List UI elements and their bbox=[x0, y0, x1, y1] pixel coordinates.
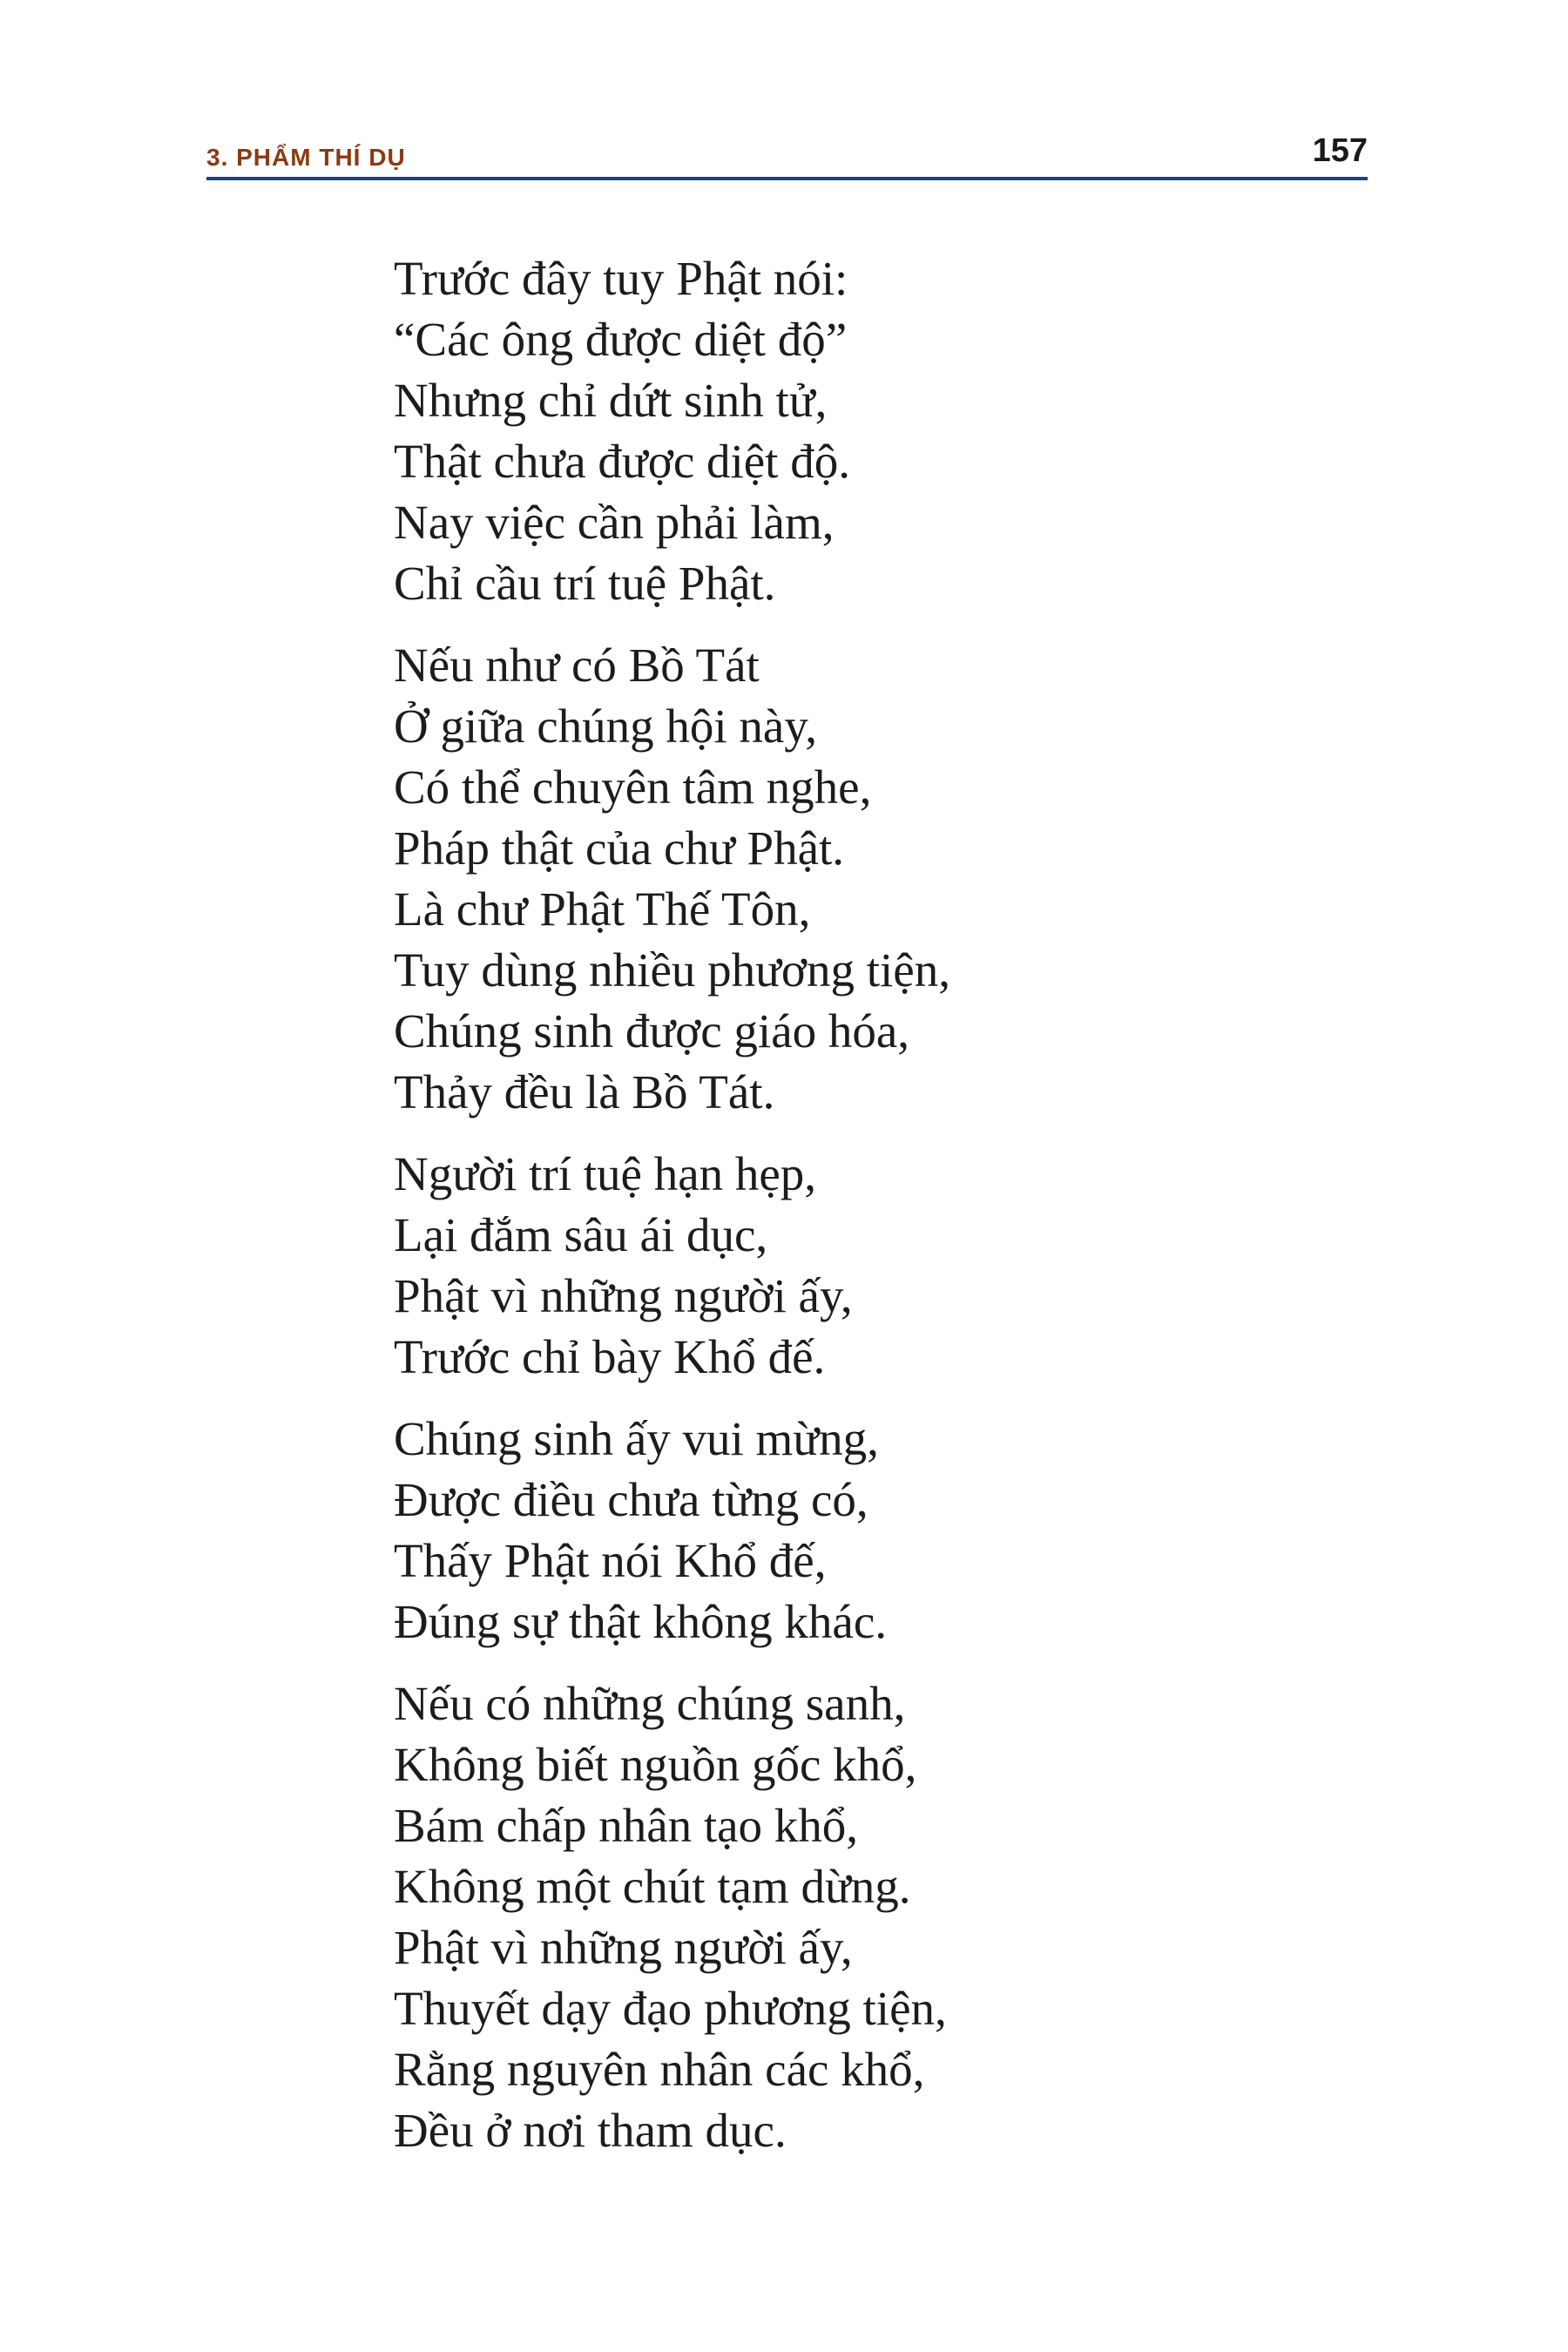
verse-line: Được điều chưa từng có, bbox=[394, 1473, 868, 1526]
verse-line: Đều ở nơi tham dục. bbox=[394, 2104, 787, 2157]
verse-line: Trước chỉ bày Khổ đế. bbox=[394, 1330, 826, 1383]
verse-line: Tuy dùng nhiều phương tiện, bbox=[394, 943, 950, 997]
verse-line: Pháp thật của chư Phật. bbox=[394, 821, 845, 875]
verse-line: Không biết nguồn gốc khổ, bbox=[394, 1738, 917, 1791]
verse-line: Thấy Phật nói Khổ đế, bbox=[394, 1534, 827, 1587]
running-header bbox=[206, 126, 1368, 179]
verse-line: Thảy đều là Bồ Tát. bbox=[394, 1065, 775, 1119]
verse-line: Nhưng chỉ dứt sinh tử, bbox=[394, 374, 828, 427]
verse-line: Thật chưa được diệt độ. bbox=[394, 435, 850, 488]
stanza-1 bbox=[394, 248, 1352, 614]
verse-line: Trước đây tuy Phật nói: bbox=[394, 252, 848, 305]
verse-line: Người trí tuệ hạn hẹp, bbox=[394, 1147, 817, 1200]
verse-line: Chúng sinh được giáo hóa, bbox=[394, 1004, 910, 1058]
verse-line: Nếu như có Bồ Tát bbox=[394, 639, 760, 692]
verse-line: Bám chấp nhân tạo khổ, bbox=[394, 1799, 859, 1852]
verse-line: Ở giữa chúng hội này, bbox=[394, 700, 818, 753]
verse-line: Phật vì những người ấy, bbox=[394, 1269, 853, 1322]
stanza-2 bbox=[394, 635, 1352, 1123]
page-number: 157 bbox=[1312, 132, 1368, 169]
verse-line: Chỉ cầu trí tuệ Phật. bbox=[394, 557, 776, 610]
verse-line: “Các ông được diệt độ” bbox=[394, 313, 848, 366]
verse-line: Nếu có những chúng sanh, bbox=[394, 1677, 906, 1730]
verse-line: Phật vì những người ấy, bbox=[394, 1921, 853, 1974]
verse-line: Chúng sinh ấy vui mừng, bbox=[394, 1412, 879, 1465]
verse-line: Thuyết dạy đạo phương tiện, bbox=[394, 1982, 947, 2035]
verse-line: Rằng nguyên nhân các khổ, bbox=[394, 2043, 925, 2096]
verse-line: Lại đắm sâu ái dục, bbox=[394, 1208, 768, 1261]
verse-line: Là chư Phật Thế Tôn, bbox=[394, 882, 811, 936]
chapter-title: 3. PHẨM THÍ DỤ bbox=[206, 144, 406, 171]
verse-line: Nay việc cần phải làm, bbox=[394, 496, 835, 549]
verse-line: Có thể chuyên tâm nghe, bbox=[394, 760, 872, 814]
stanza-5 bbox=[394, 1673, 1352, 2161]
verse-line: Đúng sự thật không khác. bbox=[394, 1595, 887, 1648]
stanza-4 bbox=[394, 1409, 1352, 1652]
verse-line: Không một chút tạm dừng. bbox=[394, 1860, 911, 1913]
header-divider bbox=[206, 177, 1368, 180]
stanza-3 bbox=[394, 1144, 1352, 1388]
poem-body bbox=[394, 248, 1352, 2182]
